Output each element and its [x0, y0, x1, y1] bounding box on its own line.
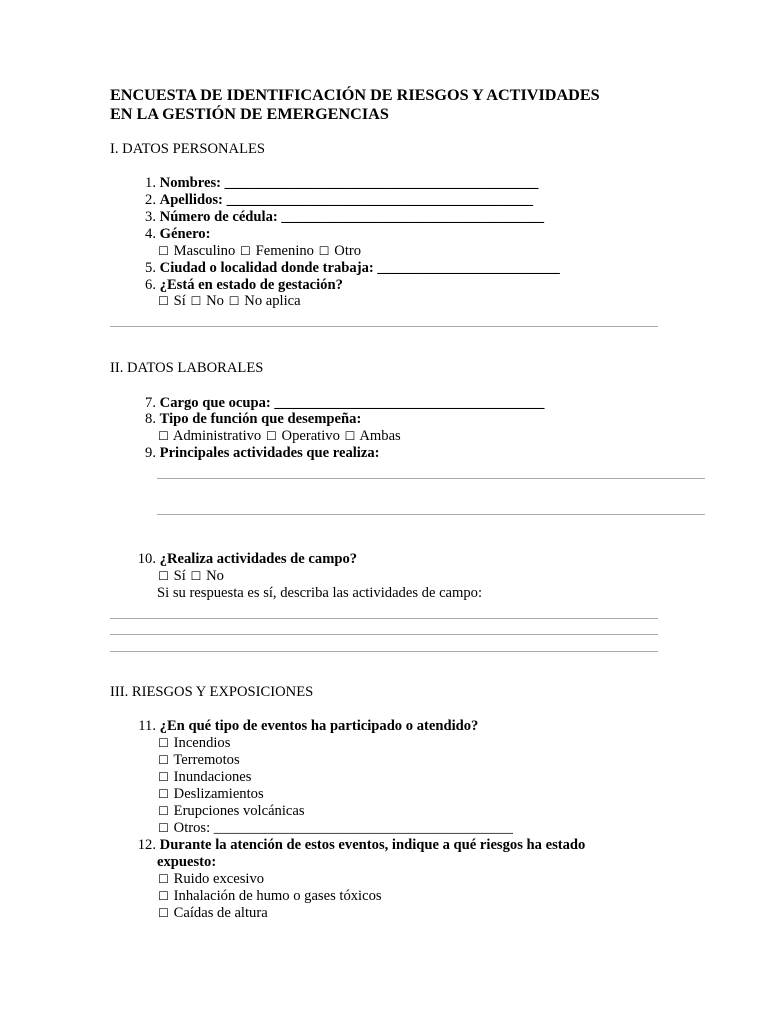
- checkbox-administrativo[interactable]: ☐: [158, 429, 169, 443]
- document-title: [110, 86, 670, 124]
- question-label: Durante la atención de estos eventos, indique a qué riesgos ha estado: [159, 837, 586, 853]
- title-line-1: ENCUESTA DE IDENTIFICACIÓN DE RIESGOS Y ACTIVIDADES: [110, 86, 600, 104]
- question-7: [110, 395, 710, 412]
- option-label: Erupciones volcánicas: [173, 803, 305, 819]
- question-label: Cargo que ocupa:: [159, 395, 271, 411]
- section-heading-personal-data: I. DATOS PERSONALES: [110, 141, 266, 157]
- option-label: Otros:: [173, 820, 211, 836]
- checkbox-ambas[interactable]: ☐: [344, 429, 356, 443]
- question-10: [110, 551, 710, 568]
- question-label: Nombres:: [159, 175, 221, 191]
- question-11: [110, 718, 710, 735]
- option-label: Sí: [173, 293, 186, 309]
- event-option-incendios: [157, 735, 230, 752]
- section-heading-risks: III. RIESGOS Y EXPOSICIONES: [110, 684, 314, 700]
- question-4: [110, 226, 710, 243]
- option-label: Ambas: [359, 428, 401, 444]
- checkbox-si[interactable]: ☐: [158, 569, 169, 583]
- checkbox-humo[interactable]: ☐: [158, 889, 169, 903]
- checkbox-operativo[interactable]: ☐: [265, 429, 277, 443]
- option-label: Terremotos: [173, 752, 240, 768]
- option-label: No: [206, 568, 224, 584]
- cedula-input-blank[interactable]: ____________________________________: [281, 209, 545, 225]
- option-label: Inundaciones: [173, 769, 252, 785]
- question-1: [110, 175, 710, 192]
- event-option-erupciones: [157, 803, 305, 820]
- question-number: 5.: [145, 260, 156, 276]
- function-options: [157, 428, 401, 445]
- question-3: [110, 209, 710, 226]
- question-label: ¿Está en estado de gestación?: [159, 277, 343, 293]
- question-label: Género:: [159, 226, 211, 242]
- answer-line[interactable]: [157, 514, 705, 515]
- question-number: 1.: [145, 175, 156, 191]
- nombres-input-blank[interactable]: ___________________________________________: [224, 175, 539, 191]
- checkbox-otros[interactable]: ☐: [158, 821, 169, 835]
- question-number: 4.: [145, 226, 156, 242]
- option-label: Administrativo: [172, 428, 262, 444]
- title-line-2: EN LA GESTIÓN DE EMERGENCIAS: [110, 105, 389, 123]
- checkbox-si[interactable]: ☐: [158, 294, 169, 308]
- event-option-inundaciones: [157, 769, 251, 786]
- risk-option-humo: [157, 888, 382, 905]
- question-number: 12.: [137, 837, 156, 853]
- question-label: ¿Realiza actividades de campo?: [159, 551, 358, 567]
- section-heading-work-data: II. DATOS LABORALES: [110, 360, 264, 376]
- checkbox-erupciones[interactable]: ☐: [158, 804, 169, 818]
- checkbox-femenino[interactable]: ☐: [240, 244, 251, 258]
- answer-line[interactable]: [110, 651, 658, 652]
- checkbox-no-aplica[interactable]: ☐: [228, 294, 240, 308]
- checkbox-inundaciones[interactable]: ☐: [158, 770, 169, 784]
- gender-options: [157, 243, 361, 260]
- checkbox-otro[interactable]: ☐: [318, 244, 330, 258]
- option-label: Incendios: [173, 735, 231, 751]
- gestation-options: [157, 293, 301, 310]
- option-label: Sí: [173, 568, 186, 584]
- question-label: Apellidos:: [159, 192, 223, 208]
- question-9: [110, 445, 710, 462]
- option-label: No aplica: [244, 293, 301, 309]
- question-number: 7.: [145, 395, 156, 411]
- checkbox-deslizamientos[interactable]: ☐: [158, 787, 169, 801]
- question-6: [110, 277, 710, 294]
- answer-line[interactable]: [157, 478, 705, 479]
- risk-option-ruido: [157, 871, 264, 888]
- question-2: [110, 192, 710, 209]
- option-label: Otro: [334, 243, 362, 259]
- checkbox-caidas[interactable]: ☐: [158, 906, 169, 920]
- answer-line[interactable]: [110, 618, 658, 619]
- field-activity-options: [157, 568, 224, 585]
- question-label: Ciudad o localidad donde trabaja:: [159, 260, 374, 276]
- question-label-continuation: expuesto:: [157, 854, 217, 870]
- option-label: Ruido excesivo: [173, 871, 265, 887]
- option-label: Operativo: [281, 428, 340, 444]
- checkbox-no[interactable]: ☐: [190, 294, 202, 308]
- option-label: Masculino: [173, 243, 236, 259]
- event-option-otros: [157, 820, 513, 837]
- question-number: 3.: [145, 209, 156, 225]
- question-12: [110, 837, 710, 854]
- answer-line[interactable]: [110, 634, 658, 635]
- question-number: 10.: [137, 551, 156, 567]
- question-label: Tipo de función que desempeña:: [159, 411, 362, 427]
- followup-instruction: Si su respuesta es sí, describa las actividades de campo:: [157, 585, 483, 601]
- checkbox-ruido[interactable]: ☐: [158, 872, 169, 886]
- question-number: 8.: [145, 411, 156, 427]
- ciudad-input-blank[interactable]: _________________________: [377, 260, 560, 276]
- question-number: 11.: [138, 718, 156, 734]
- question-label: Principales actividades que realiza:: [159, 445, 380, 461]
- checkbox-incendios[interactable]: ☐: [158, 736, 169, 750]
- event-option-terremotos: [157, 752, 240, 769]
- question-number: 2.: [145, 192, 156, 208]
- option-label: No: [206, 293, 224, 309]
- option-label: Inhalación de humo o gases tóxicos: [173, 888, 382, 904]
- checkbox-no[interactable]: ☐: [190, 569, 202, 583]
- question-5: [110, 260, 710, 277]
- question-label: Número de cédula:: [159, 209, 278, 225]
- section-divider: [110, 326, 658, 327]
- cargo-input-blank[interactable]: _____________________________________: [274, 395, 545, 411]
- option-label: Femenino: [255, 243, 314, 259]
- checkbox-masculino[interactable]: ☐: [158, 244, 169, 258]
- checkbox-terremotos[interactable]: ☐: [158, 753, 169, 767]
- question-label: ¿En qué tipo de eventos ha participado o atendido?: [159, 718, 479, 734]
- option-label: Caídas de altura: [173, 905, 268, 921]
- apellidos-input-blank[interactable]: __________________________________________: [226, 192, 534, 208]
- question-8: [110, 411, 710, 428]
- otros-input-blank[interactable]: _________________________________________: [213, 820, 513, 836]
- question-number: 9.: [145, 445, 156, 461]
- event-option-deslizamientos: [157, 786, 264, 803]
- option-label: Deslizamientos: [173, 786, 264, 802]
- question-number: 6.: [145, 277, 156, 293]
- risk-option-caidas: [157, 905, 268, 922]
